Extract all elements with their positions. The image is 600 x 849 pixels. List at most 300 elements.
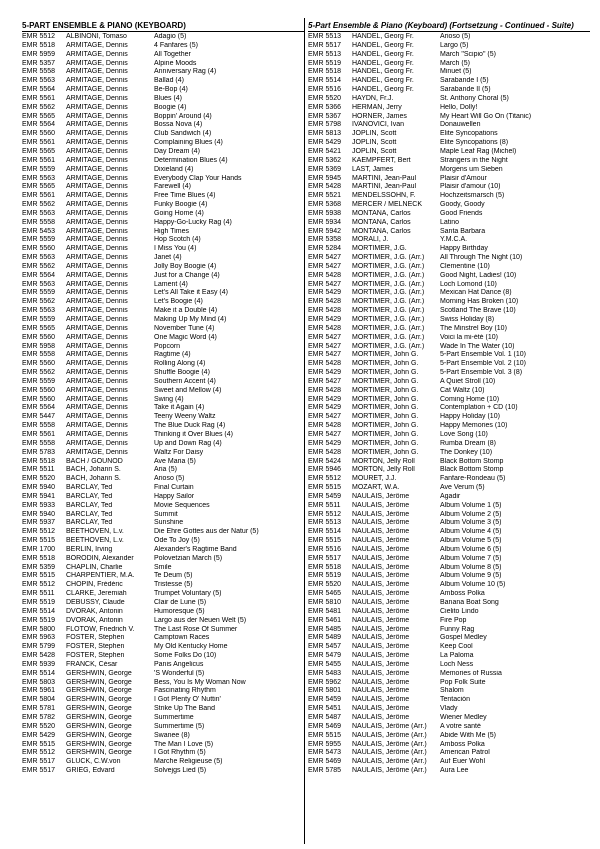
catalog-number: EMR 5563: [22, 77, 56, 85]
composer-name: ARMITAGE, Dennis: [66, 192, 128, 200]
catalog-number: EMR 5940: [22, 484, 56, 492]
composer-name: HAYDN, Fr.J.: [352, 94, 394, 102]
piece-title: Shuffle Boogie (4): [154, 369, 210, 377]
catalog-entry: [22, 519, 304, 528]
catalog-entry: [308, 458, 590, 467]
catalog-number: EMR 5517: [22, 758, 56, 766]
catalog-number: EMR 5560: [22, 245, 56, 253]
catalog-number: EMR 5427: [308, 377, 342, 385]
catalog-entry: [308, 519, 590, 528]
composer-name: HÄNDEL, Georg Fr.: [352, 33, 414, 40]
composer-name: MORTIMER, J.G. (Arr.): [352, 316, 425, 323]
composer-name: NAULAIS, Jérôme: [352, 545, 410, 553]
catalog-entry: [308, 723, 590, 732]
catalog-entry: [22, 581, 304, 590]
catalog-number: EMR 5513: [308, 33, 342, 40]
piece-title: Marche Religieuse (5): [154, 758, 223, 766]
catalog-entry: [308, 634, 590, 643]
piece-title: Rolling Along (4): [154, 360, 206, 368]
piece-title: Tristesse (5): [154, 581, 193, 589]
piece-title: Smile: [154, 563, 172, 571]
catalog-number: EMR 5429: [308, 139, 342, 147]
catalog-number: EMR 5803: [22, 678, 56, 686]
piece-title: High Times: [154, 227, 190, 235]
catalog-number: EMR 5485: [308, 625, 342, 633]
catalog-entry: [22, 714, 304, 723]
catalog-entry: [22, 281, 304, 290]
piece-title: Alexander's Ragtime Band: [154, 545, 237, 553]
composer-name: DVORAK, Antonin: [66, 616, 123, 624]
composer-name: MORTIMER, J.G. (Arr.): [352, 324, 425, 332]
composer-name: CHOPIN, Frédéric: [66, 581, 123, 589]
catalog-entry: [308, 325, 590, 334]
piece-title: Album Volume 8 (5): [440, 563, 502, 571]
piece-title: 5-Part Ensemble Vol. 2 (10): [440, 360, 526, 368]
catalog-number: EMR 5511: [22, 466, 55, 474]
piece-title: The Donkey (10): [440, 448, 493, 456]
catalog-number: EMR 5813: [308, 130, 342, 138]
piece-title: Santa Barbara: [440, 227, 486, 235]
catalog-entry: [308, 661, 590, 670]
catalog-entry: [22, 166, 304, 175]
composer-name: ARMITAGE, Dennis: [66, 68, 128, 76]
catalog-entry: [308, 219, 590, 228]
catalog-entry: [22, 617, 304, 626]
composer-name: ARMITAGE, Dennis: [66, 201, 128, 209]
catalog-number: EMR 5428: [22, 652, 56, 660]
composer-name: MORTIMER, John G.: [352, 377, 419, 385]
piece-title: The Minstrel Boy (10): [440, 324, 507, 332]
catalog-number: EMR 5562: [22, 201, 56, 209]
catalog-number: EMR 5459: [308, 696, 342, 704]
piece-title: Ragtime (4): [154, 351, 191, 359]
catalog-number: EMR 5483: [308, 669, 342, 677]
catalog-entry: [22, 546, 304, 555]
catalog-number: EMR 5427: [308, 280, 342, 288]
catalog-number: EMR 5933: [22, 501, 56, 509]
catalog-number: EMR 5561: [22, 139, 56, 147]
catalog-entry: [22, 86, 304, 95]
composer-name: MORTIMER, J.G. (Arr.): [352, 271, 425, 279]
catalog-number: EMR 5518: [22, 554, 56, 562]
piece-title: Morgens um Sieben: [440, 165, 503, 173]
catalog-entry: [22, 590, 304, 599]
catalog-entry: [308, 104, 590, 113]
piece-title: The Man I Love (5): [154, 740, 214, 748]
catalog-entry: [308, 617, 590, 626]
composer-name: GERSHWIN, George: [66, 696, 132, 704]
piece-title: Summertime (5): [154, 722, 205, 730]
composer-name: HÄNDEL, Georg Fr.: [352, 50, 414, 58]
piece-title: St. Anthony Choral (5): [440, 94, 509, 102]
catalog-number: EMR 5515: [308, 537, 342, 545]
composer-name: MORTIMER, John G.: [352, 351, 419, 359]
catalog-number: EMR 5961: [22, 687, 56, 695]
catalog-entry: [22, 378, 304, 387]
catalog-number: EMR 5451: [308, 705, 342, 713]
catalog-entry: [308, 51, 590, 60]
catalog-number: EMR 5564: [22, 404, 56, 412]
catalog-number: EMR 5517: [308, 41, 342, 49]
piece-title: March "Scipio" (5): [440, 50, 496, 58]
composer-name: NAULAIS, Jérôme: [352, 634, 410, 642]
catalog-entry: [308, 466, 590, 475]
catalog-entry: [308, 537, 590, 546]
catalog-number: EMR 5934: [308, 218, 342, 226]
piece-title: All Through The Night (10): [440, 254, 523, 262]
catalog-number: EMR 5519: [308, 572, 342, 580]
piece-title: Sarabande I (5): [440, 77, 489, 85]
piece-title: Maple Leaf Rag (Michel): [440, 147, 517, 155]
catalog-entry: [22, 201, 304, 210]
catalog-number: EMR 5428: [308, 298, 342, 306]
catalog-entry: [22, 599, 304, 608]
composer-name: GERSHWIN, George: [66, 749, 132, 757]
piece-title: All Together: [154, 50, 191, 58]
composer-name: ARMITAGE, Dennis: [66, 324, 128, 332]
catalog-entry: [22, 298, 304, 307]
catalog-entry: [22, 608, 304, 617]
catalog-number: EMR 5559: [22, 236, 56, 244]
composer-name: MORTIMER, J.G. (Arr.): [352, 342, 425, 350]
composer-name: ARMITAGE, Dennis: [66, 209, 128, 217]
composer-name: ARMITAGE, Dennis: [66, 413, 128, 421]
piece-title: Panis Angelicus: [154, 660, 204, 668]
composer-name: NAULAIS, Jérôme (Arr.): [352, 767, 427, 775]
composer-name: BACH / GOUNOD: [66, 457, 123, 465]
composer-name: ARMITAGE, Dennis: [66, 86, 128, 94]
piece-title: Aura Lee: [440, 767, 469, 775]
composer-name: HÄNDEL, Georg Fr.: [352, 59, 414, 67]
catalog-entry: [22, 104, 304, 113]
composer-name: ARMITAGE, Dennis: [66, 307, 128, 315]
composer-name: MOZART, W.A.: [352, 484, 400, 492]
catalog-number: EMR 5369: [308, 165, 342, 173]
catalog-number: EMR 5513: [308, 50, 342, 58]
composer-name: NAULAIS, Jérôme: [352, 713, 410, 721]
composer-name: NAULAIS, Jérôme (Arr.): [352, 722, 427, 730]
composer-name: MORTIMER, John G.: [352, 448, 419, 456]
catalog-number: EMR 5561: [22, 192, 56, 200]
piece-title: Album Volume 3 (5): [440, 519, 502, 527]
catalog-number: EMR 5514: [22, 669, 56, 677]
catalog-entry: [308, 732, 590, 741]
catalog-entry: [308, 493, 590, 502]
catalog-entry: [308, 281, 590, 290]
catalog-entry: [308, 351, 590, 360]
catalog-number: EMR 5783: [22, 448, 56, 456]
composer-name: DVORAK, Antonin: [66, 607, 123, 615]
catalog-entry: [308, 183, 590, 192]
catalog-number: EMR 5558: [22, 351, 56, 359]
piece-title: Donauwellen: [440, 121, 481, 129]
catalog-entry: [22, 634, 304, 643]
composer-name: ARMITAGE, Dennis: [66, 351, 128, 359]
composer-name: CLARKE, Jeremiah: [66, 590, 127, 598]
piece-title: Largo (5): [440, 41, 469, 49]
catalog-number: EMR 5512: [22, 33, 56, 40]
catalog-entry: [22, 228, 304, 237]
piece-title: Largo aus der Neuen Welt (5): [154, 616, 247, 624]
piece-title: Popcorn: [154, 342, 181, 350]
catalog-entry: [308, 581, 590, 590]
catalog-entry: [308, 687, 590, 696]
piece-title: Swing (4): [154, 395, 184, 403]
catalog-entry: [22, 643, 304, 652]
composer-name: NAULAIS, Jérôme (Arr.): [352, 749, 427, 757]
piece-title: Album Volume 4 (5): [440, 528, 502, 536]
composer-name: BACH, Johann S.: [66, 466, 121, 474]
catalog-entry: [308, 272, 590, 281]
composer-name: MORTIMER, John G.: [352, 360, 419, 368]
catalog-number: EMR 5514: [22, 607, 56, 615]
catalog-number: EMR 5518: [308, 68, 342, 76]
composer-name: ARMITAGE, Dennis: [66, 316, 128, 323]
catalog-number: EMR 5955: [308, 740, 342, 748]
catalog-entry: [308, 68, 590, 77]
catalog-number: EMR 5455: [308, 660, 342, 668]
catalog-number: EMR 5427: [308, 254, 342, 262]
column-divider: [304, 18, 305, 844]
catalog-number: EMR 5518: [22, 41, 56, 49]
composer-name: NAULAIS, Jérôme: [352, 537, 410, 545]
catalog-entry: [308, 652, 590, 661]
catalog-entry: [308, 157, 590, 166]
catalog-entry: [22, 741, 304, 750]
catalog-number: EMR 5801: [308, 687, 342, 695]
composer-name: CHARPENTIER, M.A.: [66, 572, 135, 580]
piece-title: Tentación: [440, 696, 470, 704]
catalog-number: EMR 5427: [308, 413, 342, 421]
catalog-entry: [22, 68, 304, 77]
piece-title: Te Deum (5): [154, 572, 193, 580]
composer-name: MORTIMER, J.G. (Arr.): [352, 262, 425, 270]
composer-name: ARMITAGE, Dennis: [66, 50, 128, 58]
catalog-number: EMR 5938: [308, 209, 342, 217]
catalog-number: EMR 5512: [22, 749, 56, 757]
catalog-entry: [22, 316, 304, 325]
catalog-entry: [22, 325, 304, 334]
catalog-entry: [22, 679, 304, 688]
catalog-entry: [308, 741, 590, 750]
piece-title: Hello, Dolly!: [440, 103, 478, 111]
heading-rule: [308, 31, 590, 32]
composer-name: HORNER, James: [352, 112, 407, 120]
catalog-entry: [22, 95, 304, 104]
catalog-column-left: [22, 20, 304, 776]
catalog-entry: [308, 449, 590, 458]
composer-name: NAULAIS, Jérôme (Arr.): [352, 740, 427, 748]
catalog-number: EMR 5782: [22, 713, 56, 721]
catalog-entry: [22, 511, 304, 520]
piece-title: Auf Euer Wohl: [440, 758, 486, 766]
composer-name: LAST, James: [352, 165, 394, 173]
catalog-number: EMR 5469: [308, 758, 342, 766]
composer-name: HÄNDEL, Georg Fr.: [352, 68, 414, 76]
piece-title: Going Home (4): [154, 209, 204, 217]
catalog-entry: [22, 555, 304, 564]
catalog-number: EMR 5429: [308, 289, 342, 297]
catalog-entry: [22, 121, 304, 130]
catalog-number: EMR 5362: [308, 156, 342, 164]
composer-name: BEETHOVEN, L.v.: [66, 528, 124, 536]
catalog-number: EMR 5520: [22, 722, 56, 730]
composer-name: MORTIMER, John G.: [352, 430, 419, 438]
composer-name: NAULAIS, Jérôme: [352, 554, 410, 562]
catalog-number: EMR 5515: [308, 484, 342, 492]
catalog-number: EMR 5521: [308, 192, 342, 200]
composer-name: ARMITAGE, Dennis: [66, 121, 128, 129]
catalog-number: EMR 5515: [308, 731, 342, 739]
catalog-number: EMR 5561: [22, 156, 56, 164]
piece-title: Some Folks Do (10): [154, 652, 217, 660]
catalog-number: EMR 5785: [308, 767, 342, 775]
catalog-entry: [308, 608, 590, 617]
catalog-number: EMR 5481: [308, 607, 342, 615]
catalog-entry: [22, 183, 304, 192]
catalog-entry: [22, 705, 304, 714]
composer-name: ARMITAGE, Dennis: [66, 147, 128, 155]
catalog-entry: [308, 289, 590, 298]
composer-name: FLOTOW, Friedrich V.: [66, 625, 135, 633]
catalog-entry: [22, 343, 304, 352]
piece-title: Black Bottom Stomp: [440, 466, 504, 474]
catalog-number: EMR 5357: [22, 59, 56, 67]
catalog-number: EMR 5511: [308, 501, 341, 509]
piece-title: Album Volume 1 (5): [440, 501, 502, 509]
catalog-entry: [22, 626, 304, 635]
catalog-entry: [308, 42, 590, 51]
composer-name: MORTON, Jelly Roll: [352, 466, 415, 474]
catalog-number: EMR 5427: [308, 342, 342, 350]
piece-title: Banana Boat Song: [440, 599, 499, 606]
piece-title: A votre santé: [440, 722, 481, 730]
piece-title: Boogie (4): [154, 103, 187, 111]
catalog-entry: [308, 263, 590, 272]
catalog-entry: [22, 572, 304, 581]
catalog-number: EMR 5565: [22, 183, 56, 191]
catalog-entry: [22, 272, 304, 281]
composer-name: ALBINONI, Tomaso: [66, 33, 127, 40]
catalog-number: EMR 5479: [308, 652, 342, 660]
catalog-number: EMR 5564: [22, 271, 56, 279]
composer-name: BACH, Johann S.: [66, 475, 121, 483]
catalog-number: EMR 5562: [22, 103, 56, 111]
piece-title: Album Volume 9 (5): [440, 572, 502, 580]
catalog-number: EMR 5427: [308, 430, 342, 438]
piece-title: Amboss Polka: [440, 590, 485, 598]
catalog-entry: [22, 245, 304, 254]
piece-title: Making Up My Mind (4): [154, 316, 227, 323]
piece-title: Agadir: [440, 492, 461, 500]
catalog-entry: [308, 378, 590, 387]
composer-name: MORTIMER, J.G. (Arr.): [352, 298, 425, 306]
catalog-number: EMR 5565: [22, 324, 56, 332]
piece-title: Make it a Double (4): [154, 307, 218, 315]
heading-rule: [22, 31, 304, 32]
catalog-list: [22, 33, 304, 776]
composer-name: IVANOVICI, Ivan: [352, 121, 404, 129]
piece-title: Polovetzian March (5): [154, 554, 223, 562]
piece-title: Shalom: [440, 687, 464, 695]
composer-name: ARMITAGE, Dennis: [66, 165, 128, 173]
piece-title: Wiener Medley: [440, 713, 487, 721]
catalog-entry: [308, 590, 590, 599]
catalog-number: EMR 5429: [308, 316, 342, 323]
catalog-number: EMR 5520: [308, 581, 342, 589]
catalog-number: EMR 5520: [22, 475, 56, 483]
piece-title: Plaisir d'Amour: [440, 174, 487, 182]
piece-title: Blues (4): [154, 94, 183, 102]
piece-title: Anniversary Rag (4): [154, 68, 217, 76]
composer-name: ARMITAGE, Dennis: [66, 289, 128, 297]
composer-name: ARMITAGE, Dennis: [66, 245, 128, 253]
composer-name: HERMAN, Jerry: [352, 103, 402, 111]
piece-title: My Old Kentucky Home: [154, 643, 228, 651]
catalog-entry: [22, 413, 304, 422]
piece-title: Ave Maria (5): [154, 457, 196, 465]
piece-title: Jolly Boy Boogie (4): [154, 262, 217, 270]
composer-name: ARMITAGE, Dennis: [66, 112, 128, 120]
composer-name: DEBUSSY, Claude: [66, 599, 125, 606]
composer-name: NAULAIS, Jérôme (Arr.): [352, 731, 427, 739]
catalog-entry: [308, 360, 590, 369]
composer-name: MORALI, J.: [352, 236, 389, 244]
piece-title: A Quiet Stroll (10): [440, 377, 496, 385]
catalog-entry: [22, 210, 304, 219]
piece-title: Ave Verum (5): [440, 484, 485, 492]
piece-title: Album Volume 7 (5): [440, 554, 502, 562]
composer-name: GERSHWIN, George: [66, 705, 132, 713]
piece-title: Loch Ness: [440, 660, 474, 668]
catalog-number: EMR 5453: [22, 227, 56, 235]
catalog-number: EMR 5945: [308, 174, 342, 182]
composer-name: MORTIMER, John G.: [352, 386, 419, 394]
catalog-entry: [308, 670, 590, 679]
catalog-number: EMR 5562: [22, 262, 56, 270]
composer-name: MARTINI, Jean-Paul: [352, 183, 417, 191]
composer-name: GERSHWIN, George: [66, 669, 132, 677]
piece-title: Arioso (5): [154, 475, 185, 483]
piece-title: Bossa Nova (4): [154, 121, 203, 129]
piece-title: Album Volume 2 (5): [440, 510, 502, 518]
piece-title: La Paloma: [440, 652, 474, 660]
catalog-entry: [308, 564, 590, 573]
composer-name: BARCLAY, Ted: [66, 501, 113, 509]
composer-name: MENDELSSOHN, F.: [352, 192, 416, 200]
catalog-entry: [308, 60, 590, 69]
composer-name: GERSHWIN, George: [66, 722, 132, 730]
piece-title: November Tune (4): [154, 324, 215, 332]
catalog-entry: [22, 51, 304, 60]
piece-title: Club Sandwich (4): [154, 130, 212, 138]
catalog-number: EMR 5565: [22, 112, 56, 120]
catalog-number: EMR 5559: [22, 165, 56, 173]
catalog-entry: [22, 422, 304, 431]
piece-title: Minuet (5): [440, 68, 472, 76]
composer-name: NAULAIS, Jérôme: [352, 590, 410, 598]
catalog-number: EMR 5489: [308, 634, 342, 642]
piece-title: Movie Sequences: [154, 501, 210, 509]
composer-name: MORTIMER, J.G. (Arr.): [352, 307, 425, 315]
catalog-entry: [22, 289, 304, 298]
composer-name: ARMITAGE, Dennis: [66, 430, 128, 438]
composer-name: FRANCK, César: [66, 660, 118, 668]
piece-title: Fire Pop: [440, 616, 467, 624]
piece-title: Humoresque (5): [154, 607, 205, 615]
piece-title: Hochzeitsmarsch (5): [440, 192, 505, 200]
piece-title: American Patrol: [440, 749, 490, 757]
